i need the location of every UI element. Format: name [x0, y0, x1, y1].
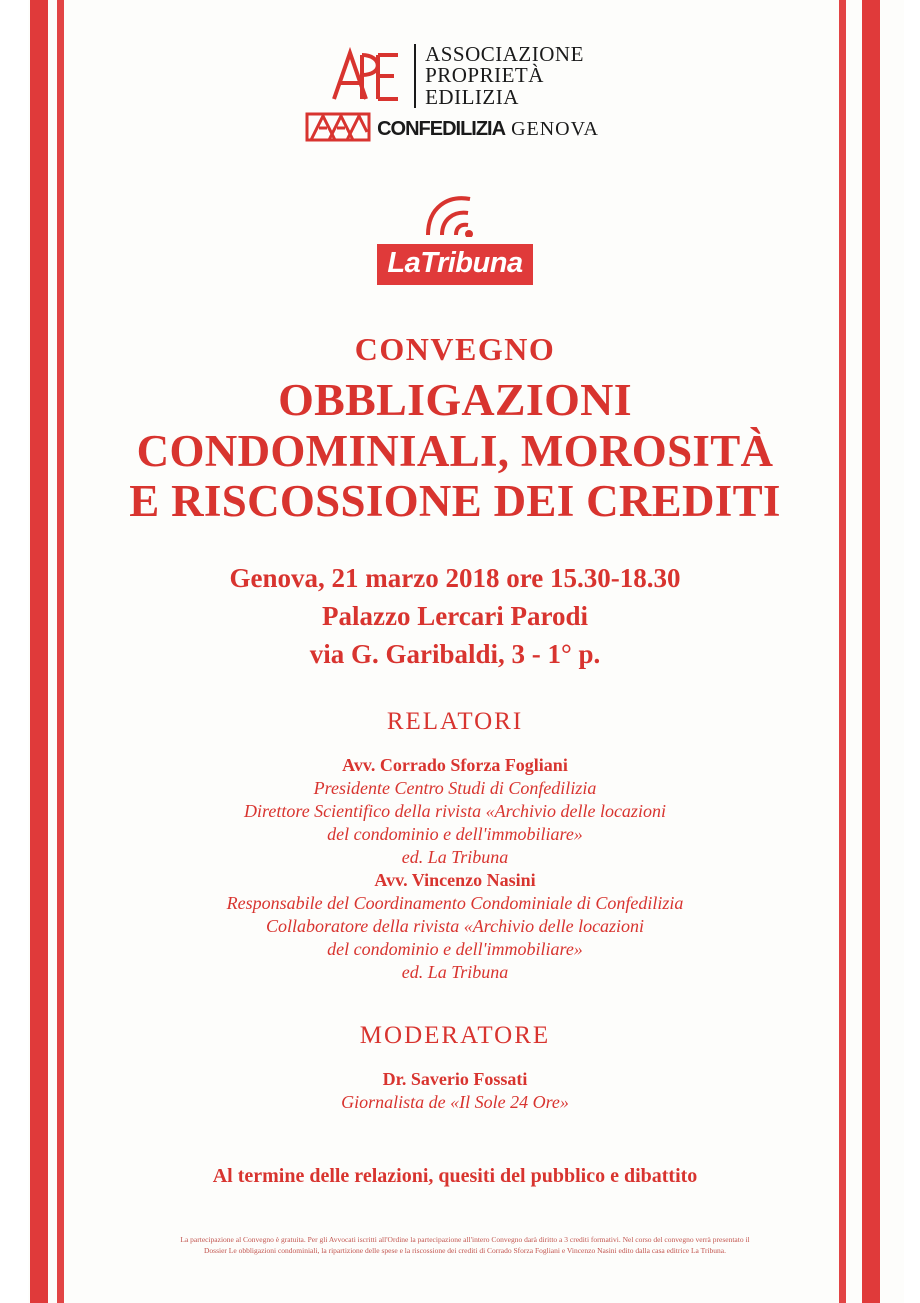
- confedilizia-logo: [74, 110, 830, 149]
- title-line-2: CONDOMINIALI, MOROSITÀ: [136, 425, 774, 476]
- speaker-1-role-3: del condominio e dell'immobiliare»: [327, 823, 583, 844]
- closing-note: Al termine delle relazioni, quesiti del pubblico e dibattito: [212, 1164, 698, 1187]
- kicker: CONVEGNO: [354, 331, 556, 368]
- moderator-heading: MODERATORE: [359, 1021, 551, 1049]
- speaker-1-role-4: ed. La Tribuna: [401, 846, 509, 867]
- confedilizia-city: GENOVA: [511, 118, 599, 141]
- ape-logo-wordmark: [414, 44, 584, 108]
- speaker-list: [80, 754, 830, 984]
- moderator-role: Giornalista de «Il Sole 24 Ore»: [341, 1092, 569, 1113]
- speakers-heading: RELATORI: [386, 707, 524, 735]
- speaker-1-role-2: Direttore Scientifico della rivista «Archivio delle locazioni: [244, 800, 666, 821]
- page-title: [80, 374, 830, 526]
- decorative-bar-left-inner: [57, 0, 64, 1303]
- confedilizia-chevrons-icon: [305, 110, 371, 149]
- speaker-2-name: Avv. Vincenzo Nasini: [374, 869, 536, 890]
- latribuna-arc-icon: [424, 193, 486, 242]
- scan-edge-right: [904, 0, 920, 1303]
- scan-edge-left: [0, 0, 28, 1303]
- moderator-block: [80, 1068, 830, 1115]
- speaker-1-role-1: Presidente Centro Studi di Confedilizia: [313, 777, 597, 798]
- ape-line-3: EDILIZIA: [425, 84, 519, 109]
- speaker-2-role-1: Responsabile del Coordinamento Condominiale di Confedilizia: [226, 892, 684, 913]
- title-line-1: OBBLIGAZIONI: [278, 374, 632, 426]
- event-address: via G. Garibaldi, 3 - 1° p.: [309, 639, 601, 670]
- speaker-2-role-4: ed. La Tribuna: [401, 961, 509, 982]
- fineprint-line-2: Dossier Le obbligazioni condominiali, la ripartizione delle spese e la riscossione dei crediti di Corrado Sforza Fogliani e Vincenzo Nasini edito dalla casa editrice La Tribuna.: [204, 1246, 726, 1256]
- ape-line-2: PROPRIETÀ: [425, 63, 544, 88]
- title-line-3: E RISCOSSIONE DEI CREDITI: [129, 476, 781, 527]
- event-datetime: Genova, 21 marzo 2018 ore 15.30-18.30: [229, 562, 681, 593]
- decorative-bar-left-outer: [30, 0, 48, 1303]
- fineprint: [40, 1234, 890, 1257]
- fineprint-line-1: La partecipazione al Convegno è gratuita. Per gli Avvocati iscritti all'Ordine la partecipazione all'intero Convegno darà diritto a 3 crediti formativi. Nel corso del convegno verrà presentato il: [180, 1234, 750, 1244]
- speaker-2-role-3: del condominio e dell'immobiliare»: [327, 938, 583, 959]
- moderator-name: Dr. Saverio Fossati: [382, 1068, 528, 1089]
- ape-logo: [80, 44, 830, 108]
- latribuna-logo: [80, 193, 830, 285]
- speaker-2-role-2: Collaboratore della rivista «Archivio delle locazioni: [265, 915, 645, 936]
- event-details: [80, 559, 830, 674]
- ape-line-1: ASSOCIAZIONE: [425, 42, 584, 66]
- ape-monogram-icon: [326, 45, 404, 107]
- decorative-bar-right-outer: [862, 0, 880, 1303]
- poster-content: [80, 0, 830, 1303]
- latribuna-wordmark: LaTribuna: [377, 244, 532, 285]
- logo-block: [80, 0, 830, 285]
- confedilizia-name: CONFEDILIZIA: [377, 118, 506, 141]
- decorative-bar-right-inner: [839, 0, 846, 1303]
- speaker-1-name: Avv. Corrado Sforza Fogliani: [342, 754, 568, 775]
- event-venue: Palazzo Lercari Parodi: [322, 600, 588, 631]
